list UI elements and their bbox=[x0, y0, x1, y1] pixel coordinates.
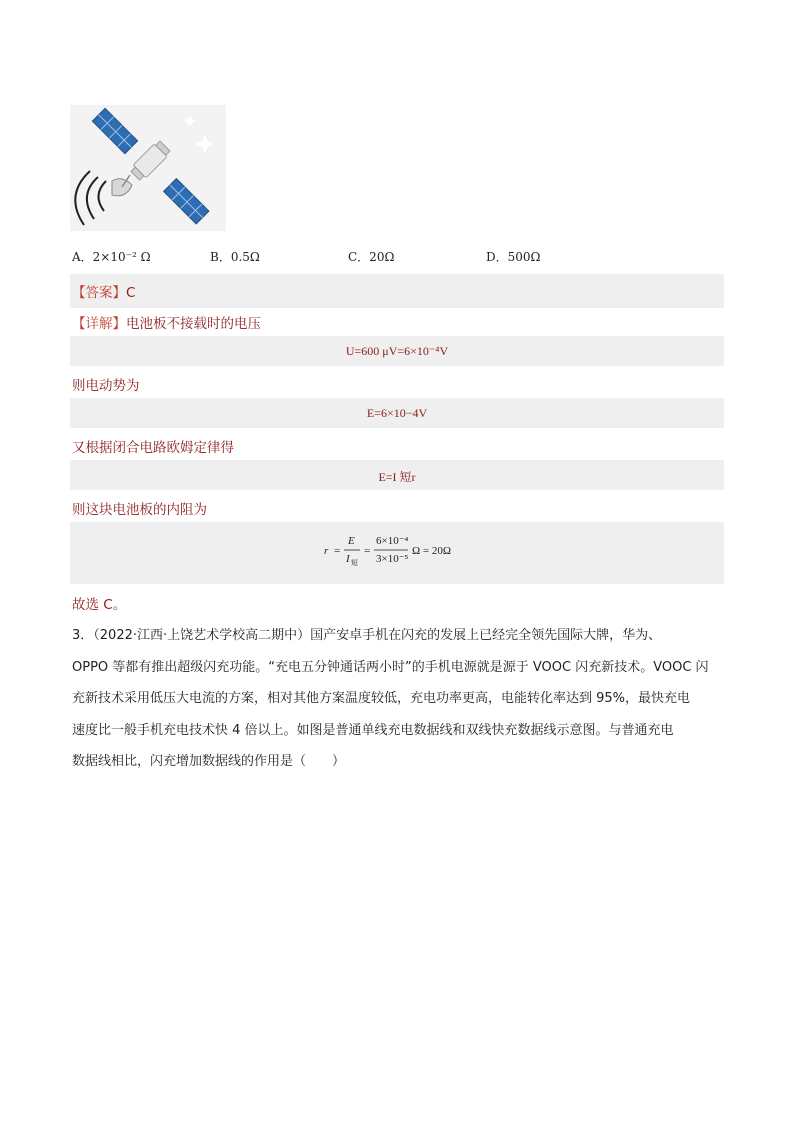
option-b: B．0.5Ω bbox=[210, 250, 260, 264]
answer-line bbox=[72, 281, 135, 301]
options-row bbox=[72, 248, 732, 268]
option-a: A．2×10⁻² Ω bbox=[72, 250, 151, 264]
question-line: 数据线相比，闪充增加数据线的作用是（ ） bbox=[72, 754, 346, 769]
question-line: 3．（2022·江西·上饶艺术学校高二期中）国产安卓手机在闪充的发展上已经完全领先国际大牌，华为、 bbox=[72, 628, 662, 643]
svg-text:=: = bbox=[364, 545, 371, 557]
question-3 bbox=[72, 620, 722, 778]
formula-resistance bbox=[322, 530, 482, 570]
resistance-intro: 则这块电池板的内阻为 bbox=[72, 502, 207, 518]
detail-tag: 【详解】 bbox=[72, 316, 126, 332]
satellite-figure bbox=[70, 105, 226, 231]
question-line: 充新技术采用低压大电流的方案，相对其他方案温度较低，充电功率更高，电能转化率达到 95%，最快充电 bbox=[72, 691, 691, 706]
answer-value: C bbox=[126, 285, 136, 301]
question-line: 速度比一般手机充电技术快 4 倍以上。如图是普通单线充电数据线和双线快充数据线示意图。与普通充电 bbox=[72, 722, 674, 738]
satellite-icon bbox=[70, 105, 226, 231]
formula-den1: I bbox=[346, 553, 350, 565]
formula-voltage: U=600 μV=6×10⁻⁴V bbox=[345, 344, 449, 358]
ohm-law-intro: 又根据闭合电路欧姆定律得 bbox=[72, 440, 234, 456]
formula-num2: 6×10⁻⁴ bbox=[376, 535, 409, 547]
option-c: C．20Ω bbox=[348, 250, 395, 264]
formula-den2: 3×10⁻⁵ bbox=[376, 553, 409, 565]
formula-r: r bbox=[324, 545, 329, 557]
formula-emf: E=6×10−4V bbox=[366, 406, 428, 420]
detail-text: 电池板不接载时的电压 bbox=[126, 316, 261, 332]
formula-result: Ω = 20Ω bbox=[412, 545, 452, 557]
answer-tag: 【答案】 bbox=[72, 285, 126, 301]
formula-ohm: E=I 短r bbox=[378, 470, 416, 484]
question-line: OPPO 等都有推出超级闪充功能。“充电五分钟通话两小时”的手机电源就是源于 VOOC 闪充新技术。VOOC 闪 bbox=[72, 659, 709, 675]
detail-line bbox=[72, 312, 261, 332]
conclusion: 故选 C。 bbox=[72, 597, 127, 613]
option-d: D．500Ω bbox=[486, 250, 541, 264]
formula-den1-sub: 短 bbox=[351, 559, 358, 567]
formula-num1: E bbox=[348, 535, 355, 547]
emf-intro: 则电动势为 bbox=[72, 378, 140, 394]
svg-text:=: = bbox=[334, 545, 341, 557]
answer-band bbox=[70, 274, 724, 308]
